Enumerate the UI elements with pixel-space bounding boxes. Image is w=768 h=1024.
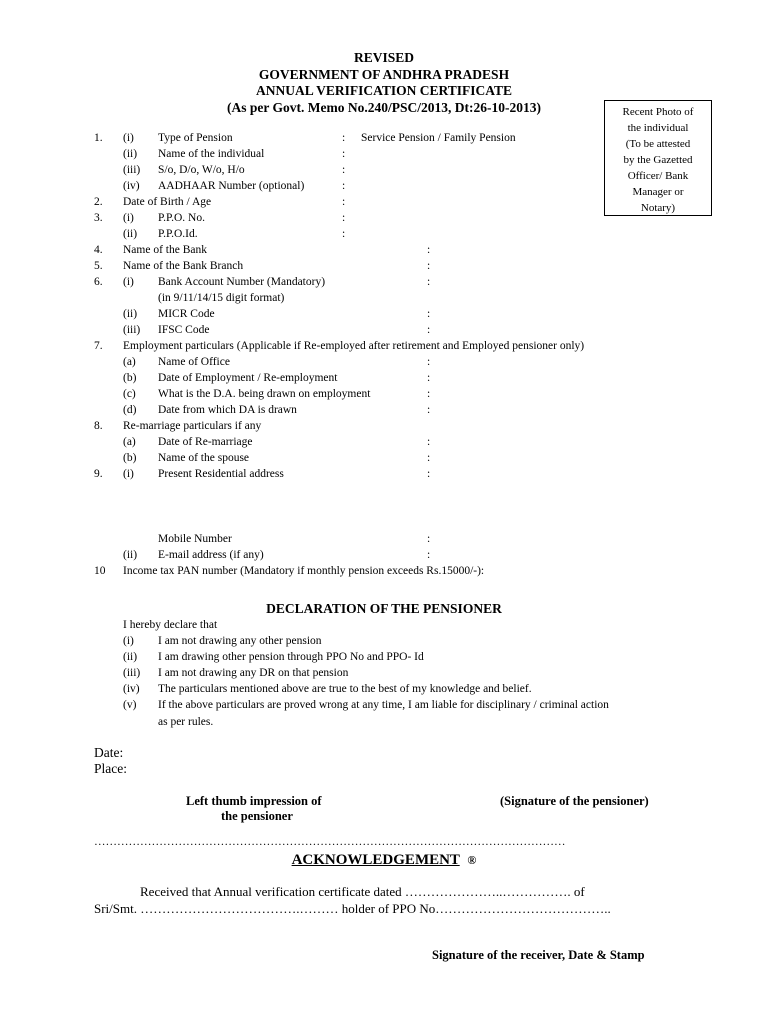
- field-colon: :: [427, 372, 431, 384]
- field-label: What is the D.A. being drawn on employment: [158, 388, 371, 400]
- field-label: Date of Employment / Re-employment: [158, 372, 338, 384]
- field-sub-number: (ii): [123, 549, 138, 561]
- declaration-item-text: as per rules.: [158, 716, 214, 728]
- pensioner-signature-label: (Signature of the pensioner): [500, 794, 649, 808]
- field-label: Present Residential address: [158, 468, 284, 480]
- field-colon: :: [342, 164, 346, 176]
- field-sub-number: (iv): [123, 180, 140, 192]
- photo-box-line: the individual: [627, 122, 689, 134]
- field-colon: :: [342, 132, 346, 144]
- field-colon: :: [342, 228, 346, 240]
- field-colon: :: [427, 308, 431, 320]
- receiver-signature-label: Signature of the receiver, Date & Stamp: [432, 948, 645, 962]
- declaration-item-number: (ii): [123, 651, 138, 663]
- field-colon: :: [427, 549, 431, 561]
- field-sub-number: (a): [123, 356, 136, 368]
- field-label: P.P.O. No.: [158, 212, 205, 224]
- acknowledgement-line-1: Received that Annual verification certificate dated …………………..……………. of: [140, 884, 585, 899]
- field-label: Date of Re-marriage: [158, 436, 253, 448]
- field-colon: :: [427, 260, 431, 272]
- field-colon: :: [427, 276, 431, 288]
- declaration-item-text: I am drawing other pension through PPO No and PPO- Id: [158, 651, 424, 663]
- thumb-impression-label: Left thumb impression of: [186, 794, 322, 808]
- declaration-item-number: (iv): [123, 683, 140, 695]
- field-label: Date from which DA is drawn: [158, 404, 297, 416]
- field-label: Bank Account Number (Mandatory): [158, 276, 326, 288]
- photo-box-line: Officer/ Bank: [627, 170, 689, 182]
- certificate-title: ANNUAL VERIFICATION CERTIFICATE: [255, 83, 513, 98]
- field-colon: :: [342, 180, 346, 192]
- declaration-item-text: I am not drawing any DR on that pension: [158, 667, 349, 679]
- field-colon: :: [427, 404, 431, 416]
- field-colon: :: [427, 452, 431, 464]
- field-number: 7.: [94, 340, 103, 352]
- field-number: 4.: [94, 244, 103, 256]
- declaration-item-text: If the above particulars are proved wrong at any time, I am liable for disciplinary / criminal action: [158, 699, 609, 711]
- field-number: 8.: [94, 420, 103, 432]
- declaration-item-text: I am not drawing any other pension: [158, 635, 322, 647]
- field-colon: :: [427, 388, 431, 400]
- photo-box: [604, 100, 712, 216]
- field-sub-number: (i): [123, 468, 134, 480]
- field-label: S/o, D/o, W/o, H/o: [158, 164, 245, 176]
- field-colon: :: [342, 196, 346, 208]
- declaration-intro: I hereby declare that: [123, 619, 218, 631]
- field-sub-number: (b): [123, 372, 137, 384]
- field-sub-number: (ii): [123, 148, 138, 160]
- photo-box-line: Manager or: [632, 186, 684, 198]
- separator-dots: ……………………………………………………………………………………………………………: [94, 836, 566, 848]
- field-colon: :: [427, 356, 431, 368]
- declaration-item-number: (i): [123, 635, 134, 647]
- field-sub-number: (i): [123, 212, 134, 224]
- field-colon: :: [342, 148, 346, 160]
- field-sub-number: (iii): [123, 324, 141, 336]
- field-colon: :: [427, 436, 431, 448]
- photo-box-line: Notary): [640, 202, 676, 214]
- field-sub-number: (ii): [123, 228, 138, 240]
- field-sub-number: (i): [123, 132, 134, 144]
- field-label: Mobile Number: [158, 533, 232, 545]
- declaration-title: DECLARATION OF THE PENSIONER: [266, 601, 502, 616]
- field-sub-number: (iii): [123, 164, 141, 176]
- field-label: E-mail address (if any): [158, 549, 264, 561]
- field-number: 1.: [94, 132, 103, 144]
- acknowledgement-title: [0, 852, 768, 869]
- field-sub-number: (i): [123, 276, 134, 288]
- field-sub-number: (c): [123, 388, 136, 400]
- field-label: Date of Birth / Age: [123, 196, 212, 208]
- field-label: (in 9/11/14/15 digit format): [158, 292, 285, 304]
- field-sub-number: (ii): [123, 308, 138, 320]
- field-colon: :: [427, 244, 431, 256]
- field-value: Service Pension / Family Pension: [361, 132, 516, 144]
- field-number: 5.: [94, 260, 103, 272]
- declaration-item-text: The particulars mentioned above are true to the best of my knowledge and belief.: [158, 683, 532, 695]
- field-label: Re-marriage particulars if any: [123, 420, 262, 432]
- field-label: Name of the spouse: [158, 452, 250, 464]
- field-label: Name of the Bank: [123, 244, 207, 256]
- field-number: 6.: [94, 276, 103, 288]
- field-number: 10: [94, 565, 106, 577]
- field-label: Employment particulars (Applicable if Re-employed after retirement and Employed pensioner only): [123, 340, 585, 352]
- field-colon: :: [427, 324, 431, 336]
- declaration-item-number: (iii): [123, 667, 141, 679]
- field-label: Name of Office: [158, 356, 230, 368]
- field-number: 2.: [94, 196, 103, 208]
- government-heading: GOVERNMENT OF ANDHRA PRADESH: [258, 67, 510, 82]
- field-label: Type of Pension: [158, 132, 233, 144]
- field-number: 9.: [94, 468, 103, 480]
- field-label: AADHAAR Number (optional): [158, 180, 305, 192]
- declaration-item-number: (v): [123, 699, 137, 711]
- memo-reference: (As per Govt. Memo No.240/PSC/2013, Dt:26-10-2013): [227, 100, 541, 115]
- field-colon: :: [342, 212, 346, 224]
- field-sub-number: (b): [123, 452, 137, 464]
- photo-box-line: by the Gazetted: [623, 154, 693, 166]
- field-label: IFSC Code: [158, 324, 210, 336]
- date-label: Date:: [94, 745, 124, 760]
- field-label: Name of the Bank Branch: [123, 260, 244, 272]
- field-label: P.P.O.Id.: [158, 228, 198, 240]
- field-number: 3.: [94, 212, 103, 224]
- field-sub-number: (d): [123, 404, 137, 416]
- field-label: Income tax PAN number (Mandatory if monthly pension exceeds Rs.15000/-):: [123, 565, 485, 577]
- field-colon: :: [427, 533, 431, 545]
- field-label: Name of the individual: [158, 148, 265, 160]
- place-label: Place:: [94, 761, 127, 776]
- field-colon: :: [427, 468, 431, 480]
- registered-mark: ®: [467, 853, 477, 867]
- thumb-impression-label-2: the pensioner: [221, 809, 293, 823]
- field-label: MICR Code: [158, 308, 215, 320]
- acknowledgement-line-2: Sri/Smt. ……………………………….……… holder of PPO No…………………………………..: [94, 901, 611, 916]
- revised-heading: REVISED: [353, 50, 415, 65]
- photo-box-line: (To be attested: [625, 138, 691, 150]
- photo-box-line: Recent Photo of: [622, 106, 694, 118]
- field-sub-number: (a): [123, 436, 136, 448]
- acknowledgement-title-text: ACKNOWLEDGEMENT: [291, 852, 460, 868]
